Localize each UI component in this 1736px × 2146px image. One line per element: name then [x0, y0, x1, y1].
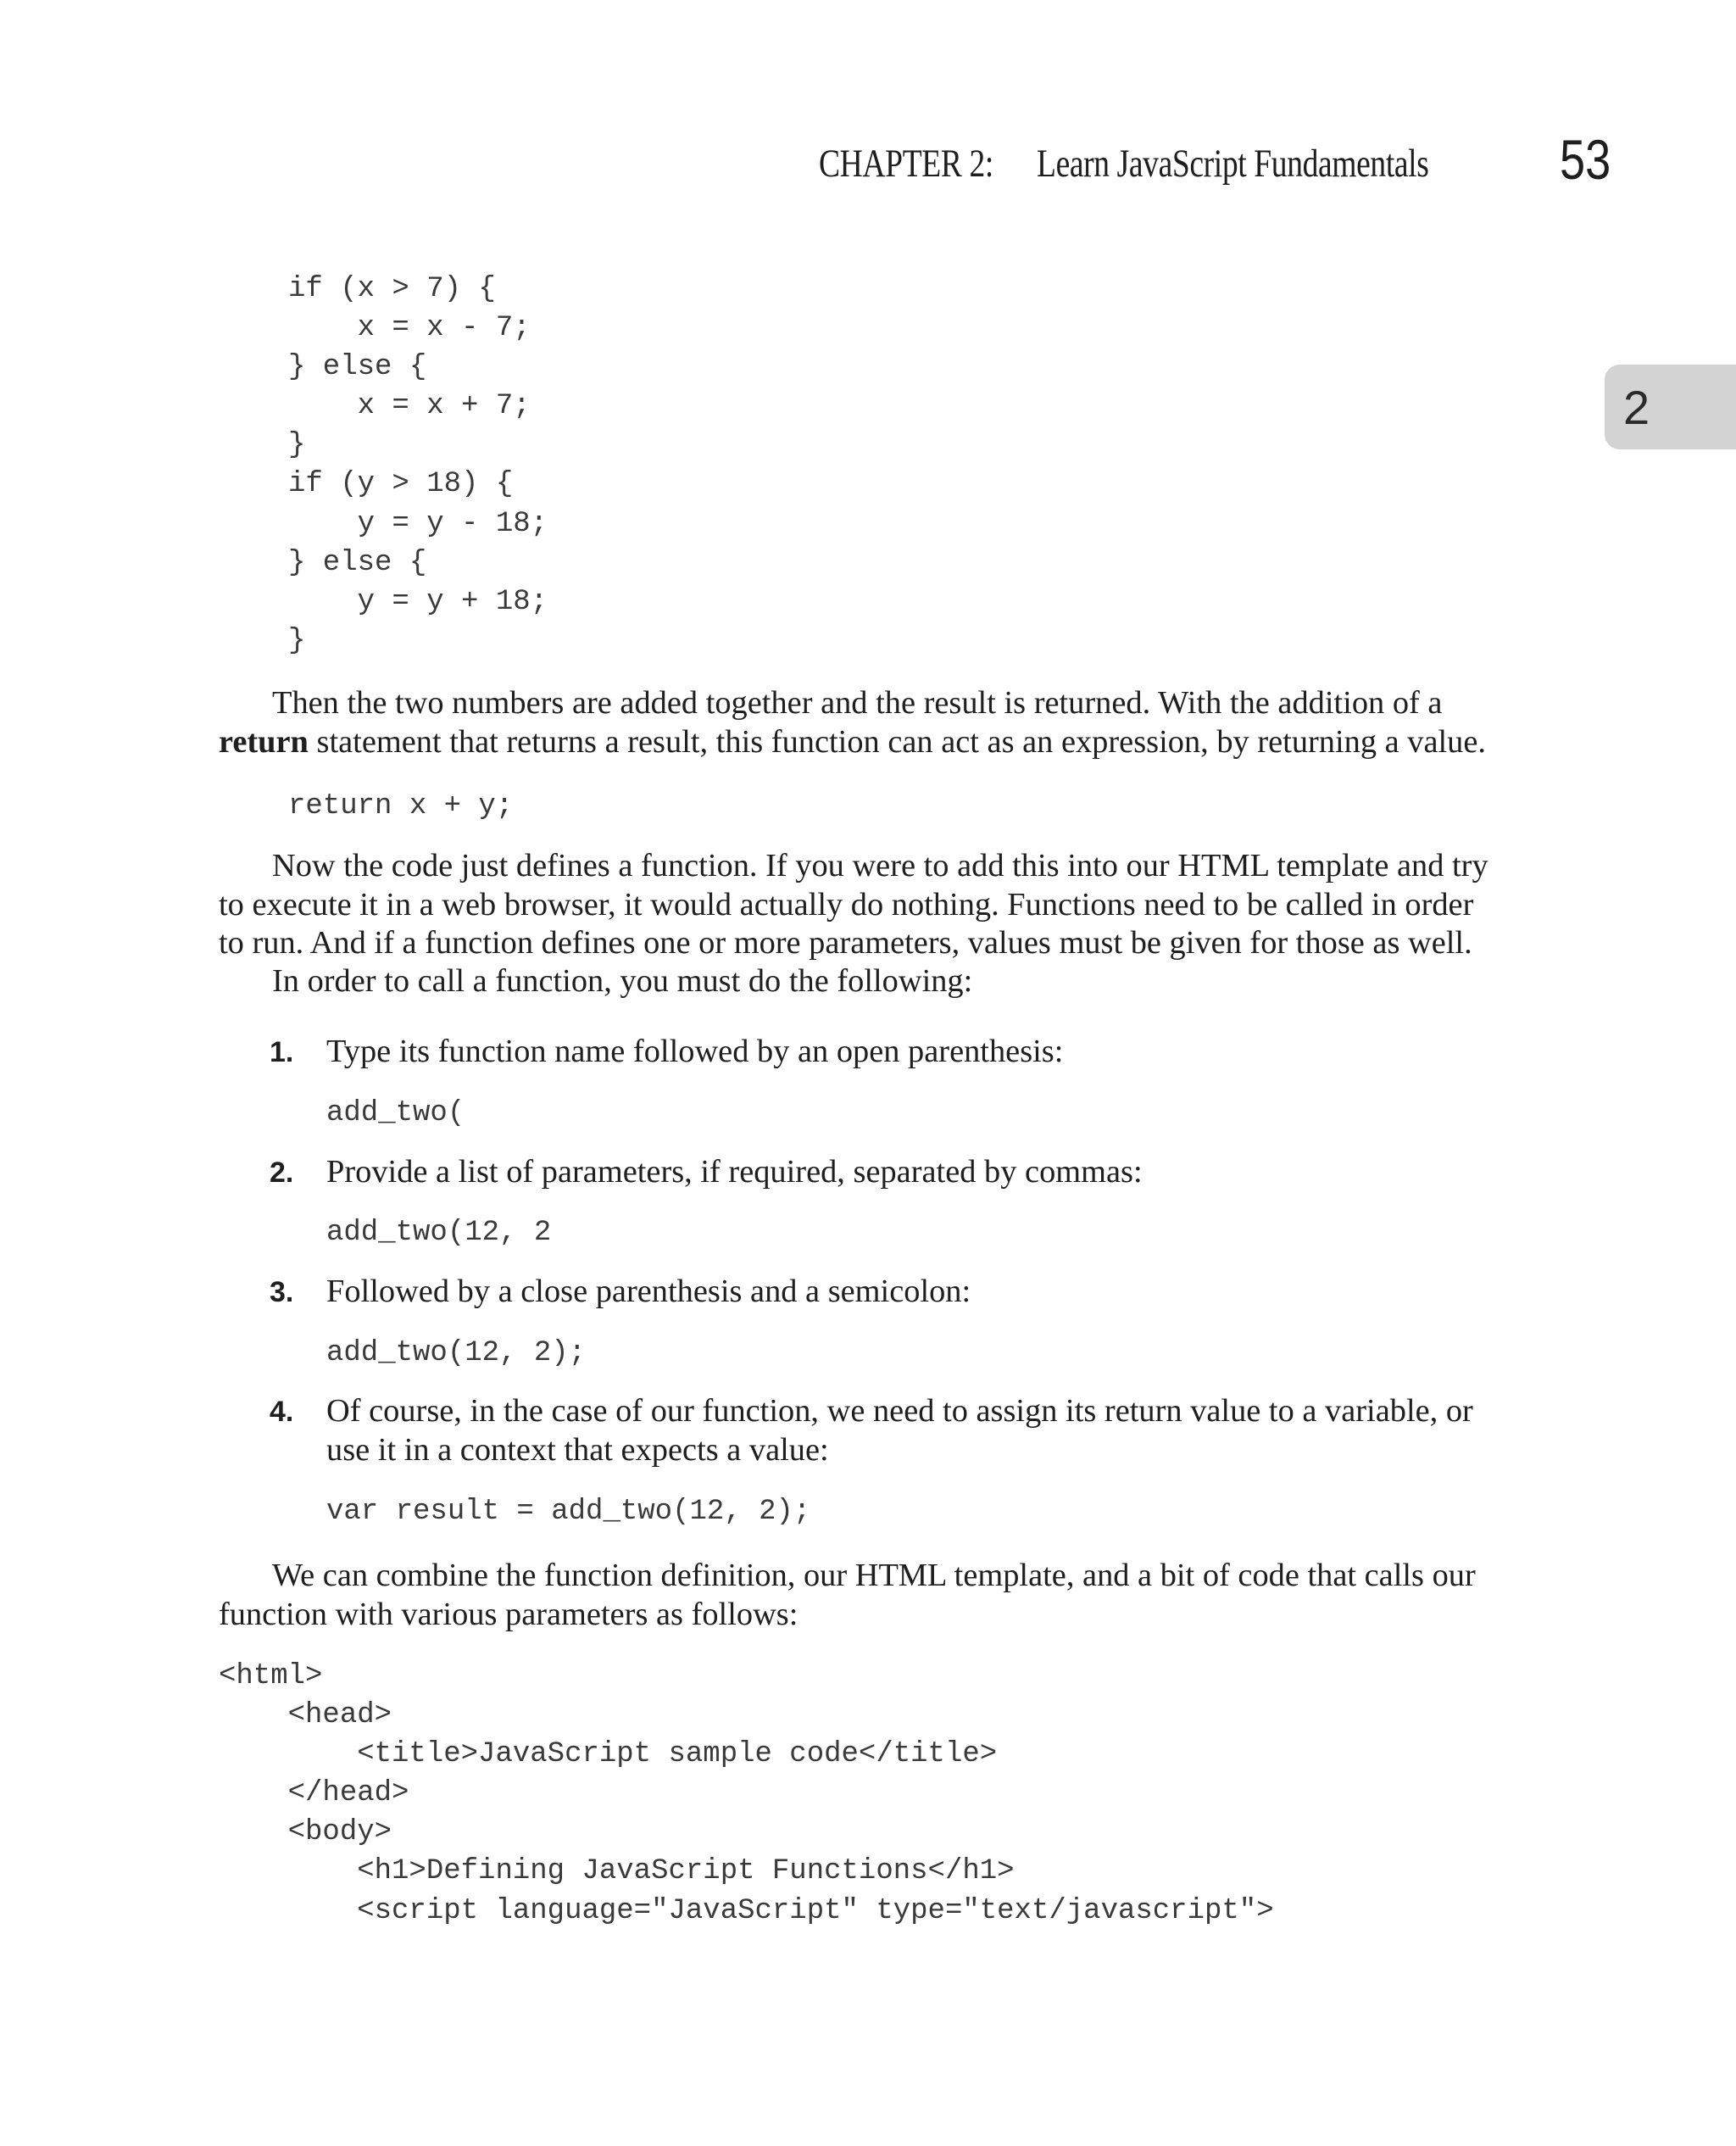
code-block-if-else: if (x > 7) { x = x - 7; } else { x = x + 7; } if (y > 18) { y = y - 18; } else { y = y + 18; }	[288, 273, 548, 657]
paragraph-combine-text: We can combine the function definition, our HTML template, and a bit of code that calls our function with various parameters as follows:	[219, 1558, 1476, 1632]
step-3-number: 3.	[270, 1276, 294, 1308]
paragraph-return-text-before: Then the two numbers are added together and the result is returned. With the addition of a	[272, 685, 1443, 721]
step-3-text: Followed by a close parenthesis and a semicolon:	[326, 1274, 971, 1309]
paragraph-define-function-text: Now the code just defines a function. If you were to add this into our HTML template and try to execute it in a web browser, it would actually do nothing. Functions need to be called in order to run. And if a function defines one or more parameters, values must be given for those as well.	[219, 848, 1488, 961]
step-1-text: Type its function name followed by an open parenthesis:	[326, 1034, 1064, 1069]
step-4-text: Of course, in the case of our function, we need to assign its return value to a variable, or use it in a context that expects a value:	[326, 1393, 1473, 1468]
step-4-code: var result = add_two(12, 2);	[326, 1496, 811, 1528]
step-2-text: Provide a list of parameters, if required, separated by commas:	[326, 1154, 1143, 1190]
chapter-thumb-tab	[1605, 365, 1736, 449]
chapter-label: CHAPTER 2:	[819, 142, 993, 186]
step-4-number: 4.	[270, 1396, 294, 1428]
page-number: 53	[1560, 128, 1611, 191]
code-block-html-template: <html> <head> <title>JavaScript sample code</title> </head> <body> <h1>Defining JavaScript Functions</h1> <script language="JavaScript" type="text/javascript">	[219, 1660, 1274, 1927]
running-header	[0, 127, 1736, 203]
paragraph-define-function	[219, 847, 1499, 963]
paragraph-combine	[219, 1557, 1499, 1634]
paragraph-return	[219, 684, 1499, 761]
step-1-number: 1.	[270, 1036, 294, 1068]
step-2-number: 2.	[270, 1157, 294, 1189]
step-1-code: add_two(	[326, 1097, 465, 1129]
paragraph-return-text-after: statement that returns a result, this function can act as an expression, by returning a value.	[308, 723, 1487, 760]
paragraph-call-intro-text: In order to call a function, you must do the following:	[272, 963, 973, 999]
paragraph-call-intro	[219, 962, 1499, 1001]
paragraph-return-bold-keyword: return	[219, 723, 309, 760]
code-line-return: return x + y;	[288, 790, 514, 822]
step-3-code: add_two(12, 2);	[326, 1337, 587, 1369]
chapter-tab-number: 2	[1623, 381, 1650, 434]
step-2-code: add_two(12, 2	[326, 1217, 552, 1249]
chapter-title: Learn JavaScript Fundamentals	[1037, 142, 1429, 186]
